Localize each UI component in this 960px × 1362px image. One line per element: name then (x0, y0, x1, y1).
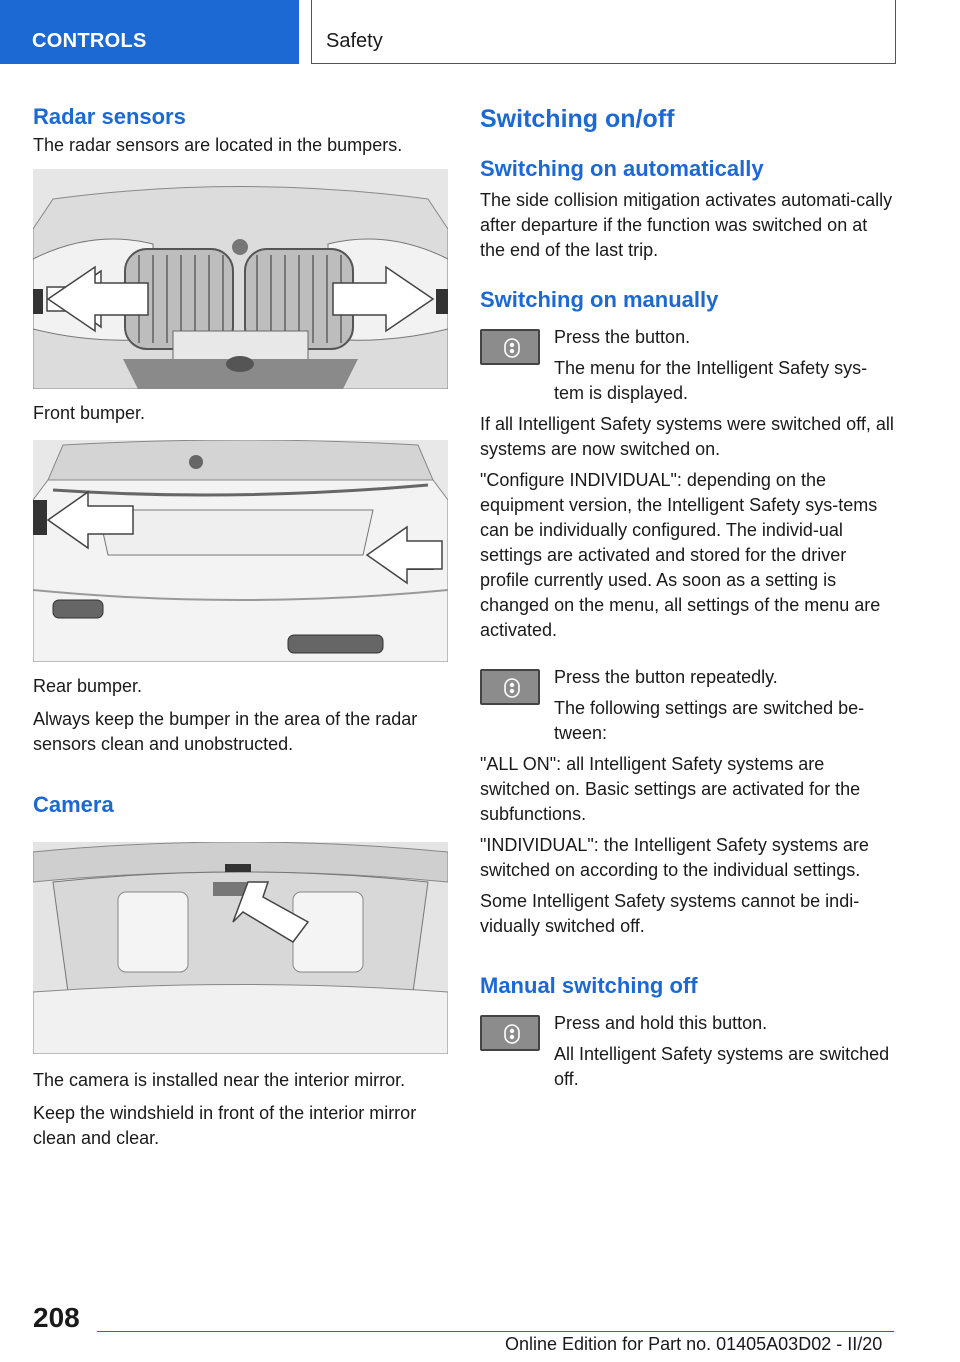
some-cannot-text: Some Intelligent Safety systems cannot be indi-vidually switched off. (480, 891, 860, 936)
right-column (480, 100, 895, 1092)
chapter-header (311, 0, 896, 64)
camera-keep-clear-text: Keep the windshield in front of the interior mirror clean and clear. (33, 1103, 417, 1148)
safety-button-icon (480, 1015, 540, 1051)
settings-switched-text: The following settings are switched be-tween: (554, 698, 865, 743)
auto-text: The side collision mitigation activates automati-cally after departure if the function was switched on at the end of the last trip. (480, 190, 893, 260)
rear-bumper-figure (33, 440, 448, 662)
safety-button-icon (480, 329, 540, 365)
auto-heading: Switching on automatically (480, 156, 764, 181)
switching-heading: Switching on/off (480, 105, 675, 133)
menu-displayed-text-inner: The menu for the Intelligent Safety sys-tem is displayed. (554, 358, 868, 403)
camera-heading: Camera (33, 792, 114, 817)
manual-off-step (480, 1011, 895, 1092)
menu-displayed-text (480, 356, 895, 406)
individual-text: "INDIVIDUAL": the Intelligent Safety systems are switched on according to the individual settings. (480, 835, 869, 880)
left-column (33, 100, 448, 1151)
manual-on-step (480, 325, 895, 406)
camera-figure (33, 842, 448, 1054)
edition-note: Online Edition for Part no. 01405A03D02 - II/20 (505, 1334, 883, 1354)
press-repeatedly-text: Press the button repeatedly. (554, 667, 778, 687)
rear-bumper-caption: Rear bumper. (33, 676, 143, 696)
safety-button-icon (480, 669, 540, 705)
press-hold-text: Press and hold this button. (554, 1013, 768, 1033)
repeat-step (480, 665, 895, 746)
configure-individual-text: "Configure INDIVIDUAL": depending on the equipment version, the Intelligent Safety sys-tems can be individually configured. The individ-ual settings are activated and stored for the driver profile currently used. As soon as a setting is changed on the menu, all settings of the menu are activated. (480, 470, 881, 640)
if-all-off-text: If all Intelligent Safety systems were switched off, all systems are now switched on. (480, 414, 894, 459)
section-tab (0, 0, 299, 64)
camera-location-text: The camera is installed near the interior mirror. (33, 1070, 406, 1090)
all-on-text: "ALL ON": all Intelligent Safety systems are switched on. Basic settings are activated for the subfunctions. (480, 754, 861, 824)
press-button-text: Press the button. (554, 327, 691, 347)
front-bumper-figure (33, 169, 448, 389)
front-bumper-caption: Front bumper. (33, 403, 146, 423)
footer-divider (97, 1331, 894, 1332)
chapter-title: Safety (326, 30, 383, 52)
manual-on-heading: Switching on manually (480, 287, 719, 312)
section-title: CONTROLS (32, 30, 147, 52)
radar-sensors-heading: Radar sensors (33, 104, 186, 129)
page-number: 208 (33, 1302, 80, 1333)
manual-off-heading: Manual switching off (480, 973, 698, 998)
all-off-text: All Intelligent Safety systems are switched off. (554, 1044, 890, 1089)
radar-intro-text: The radar sensors are located in the bumpers. (33, 135, 403, 155)
keep-clean-text: Always keep the bumper in the area of the radar sensors clean and unobstructed. (33, 709, 418, 754)
